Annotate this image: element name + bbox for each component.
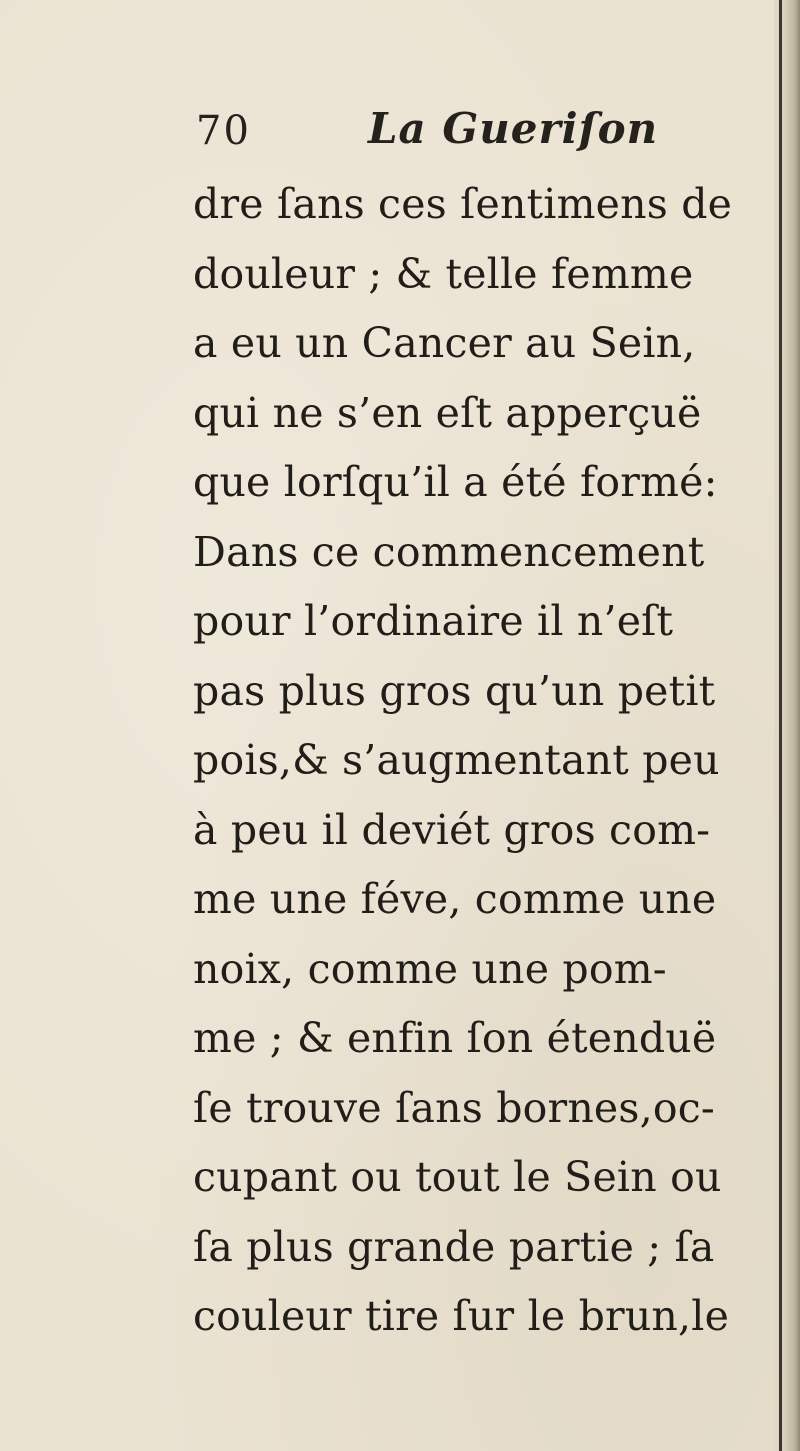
text-line: pois,& s’augmentant peu [193,736,720,784]
binding-edge [779,0,782,1451]
page-gutter-shadow [774,0,800,1451]
text-line: ſe trouve ſans bornes,oc- [193,1083,715,1132]
text-line: douleur ; & telle femme [193,249,694,298]
page-header [196,104,716,164]
text-line: dre ſans ces ſentimens de [193,180,733,228]
text-line: pour l’ordinaire il n’eſt [193,597,674,645]
text-line: à peu il deviét gros com- [193,805,711,854]
text-line: noix, comme une pom- [193,944,667,993]
text-line: que lorſqu’il a été formé: [193,458,718,506]
text-line: couleur tire ſur le brun,le [193,1292,730,1340]
text-line: me ; & enfin ſon étenduë [193,1014,717,1062]
text-line: qui ne s’en eſt apperçuë [193,388,702,437]
running-title: La Gueriſon [368,104,659,153]
text-line: Dans ce commencement [193,527,705,576]
text-line: me une féve, comme une [193,875,717,923]
page-number: 70 [196,108,251,154]
text-line: pas plus gros qu’un petit [193,666,716,715]
text-line: a eu un Cancer au Sein, [193,319,696,367]
body-text [193,170,763,1352]
text-line: ſa plus grande partie ; ſa [193,1222,715,1271]
text-line: cupant ou tout le Sein ou [193,1153,722,1201]
